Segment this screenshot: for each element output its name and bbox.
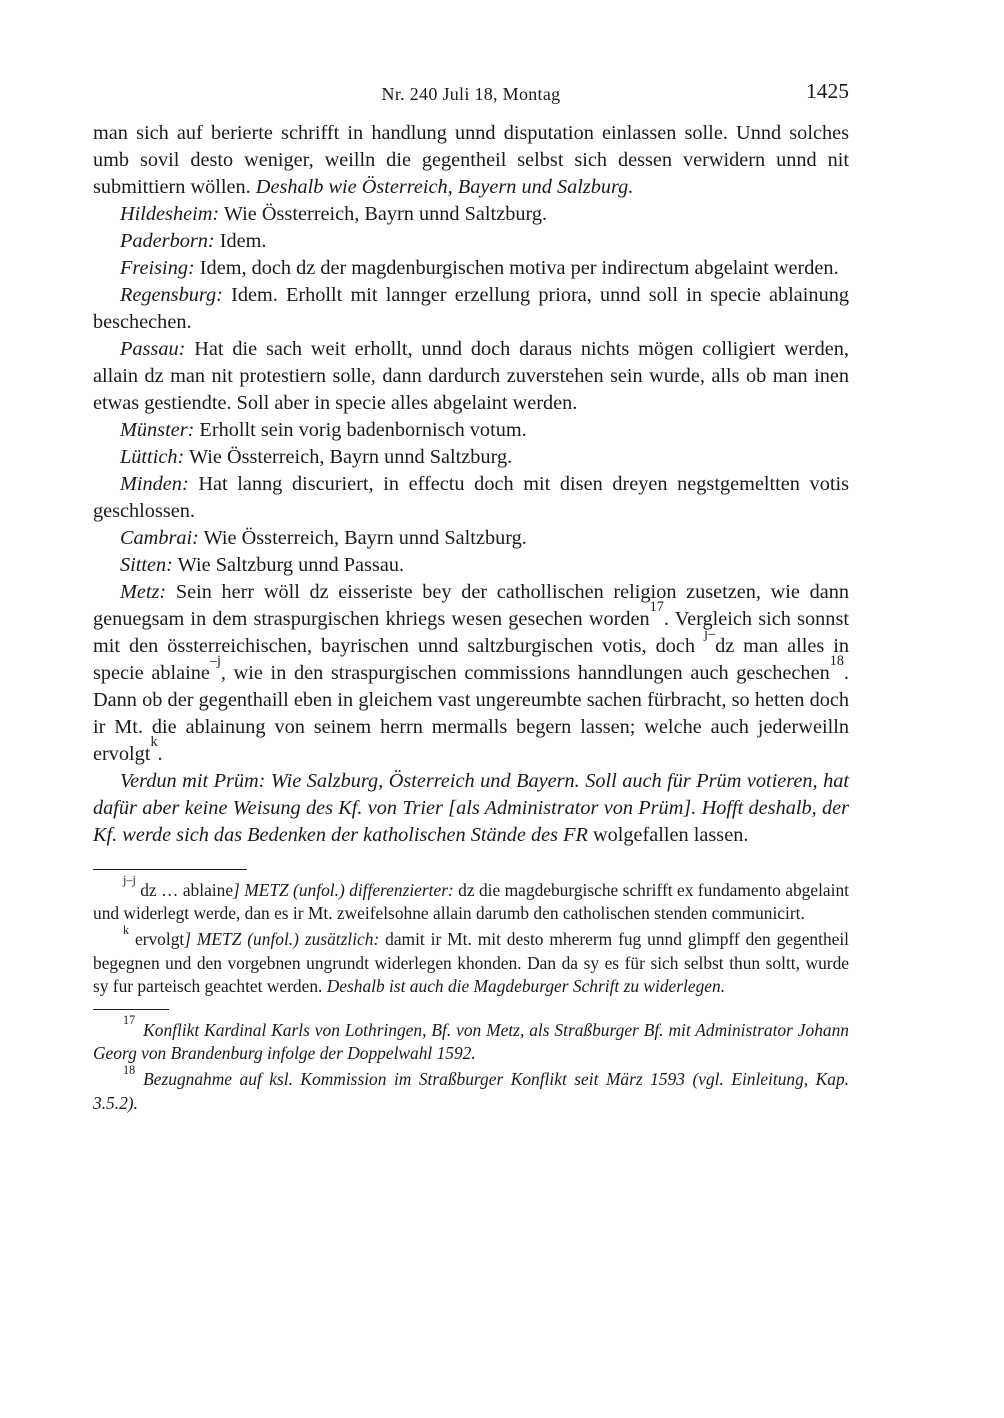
footnote-number: 17: [123, 1013, 136, 1028]
vote-paragraph-passau: [93, 336, 849, 417]
critical-mark: j–j: [123, 873, 136, 888]
footnote-separator-rule: [93, 1009, 169, 1010]
note-italic-tail: Deshalb ist auch die Magdeburger Schrift zu widerlegen.: [326, 975, 726, 996]
vote-text: Hat lanng discuriert, in effectu doch mit disen dreyen negstgemeltten votis geschlossen.: [93, 473, 849, 522]
place-name: Passau:: [120, 338, 186, 360]
place-name: Sitten:: [120, 554, 173, 576]
vote-text: . Vergleich sich sonnst mit den össterreichischen, bayrischen unnd saltzburgischen votis, doch: [93, 608, 849, 657]
editorial-summary-text: Deshalb wie Österreich, Bayern und Salzburg.: [255, 176, 634, 198]
vote-paragraph-metz: [93, 579, 849, 768]
vote-text: Sein herr wöll dz eisseriste bey der cathollischen religion zusetzen, wie dann genuegsam in dem straspurgischen khriegs wesen gesechen worden: [93, 581, 849, 630]
editorial-summary-text: Verdun mit Prüm: Wie Salzburg, Österreich und Bayern. Soll auch für Prüm votieren, hat dafür aber keine Weisung des Kf. von Trier [als Administrator von Prüm]. Hofft deshalb, der Kf. werde sich das Bedenken der katholischen Stände des FR: [93, 770, 849, 846]
place-name: Metz:: [120, 581, 167, 603]
apparatus-note-j: [93, 873, 849, 925]
apparatus-note-k: [93, 922, 850, 998]
vote-text: Wie Össterreich, Bayrn unnd Saltzburg.: [184, 446, 513, 468]
vote-text: Wie Össterreich, Bayrn unnd Saltzburg.: [198, 527, 527, 549]
lemma-text: dz … ablaine: [135, 880, 234, 900]
vote-text: Wie Saltzburg unnd Passau.: [172, 554, 405, 576]
note-text: damit ir Mt. mit desto mhererm fug unnd glimpff den gegentheil begegnen und den vorgebnen ungrundt widerlegen khonden. Dan da sy es für sich selbst thun soltt, wurde sy fur parteisch geachtet werden.: [93, 929, 850, 996]
footnote-text: Konflikt Kardinal Karls von Lothringen, Bf. von Metz, als Straßburger Bf. mit Administrator Johann Georg von Brandenburg infolge der Doppelwahl 1592.: [93, 1020, 849, 1064]
vote-text: Idem, doch dz der magdenburgischen motiva per indirectum abgelaint werden.: [194, 257, 839, 279]
footnote-number: 18: [123, 1062, 136, 1077]
vote-paragraph-freising: [93, 255, 849, 282]
vote-text: Hat die sach weit erhollt, unnd doch daraus nichts mögen colligiert werden, allain dz man nit protestiern solle, dann dardurch zuverstehen sein wurde, alls ob man inen etwas gestiendte. Soll aber in specie alles abgelaint werden.: [93, 338, 849, 414]
page-header: [93, 79, 849, 120]
vote-paragraph-cambrai: [93, 525, 849, 552]
continued-paragraph: [93, 120, 849, 201]
place-name: Hildesheim:: [120, 203, 220, 225]
note-text: dz die magdeburgische schrifft ex fundamento abgelaint und widerlegt werde, dan es ir Mt. zweifelsohne allain darumb den catholischen stenden communicirt.: [93, 880, 849, 924]
source-text: ] METZ (unfol.) zusätzlich:: [184, 929, 380, 950]
vote-text: .: [157, 743, 163, 765]
place-name: Lüttich:: [120, 446, 185, 468]
footnote-ref-17: 17: [649, 599, 664, 616]
page-number: 1425: [806, 79, 849, 103]
place-name: Paderborn:: [120, 230, 215, 252]
place-name: Regensburg:: [120, 284, 223, 306]
vote-text: , wie in den straspurgischen commissions hanndlungen auch geschechen: [220, 662, 830, 684]
text-block: [93, 79, 850, 1115]
critical-mark: k: [123, 922, 130, 937]
place-name: Freising:: [120, 257, 195, 279]
apparatus-separator-rule: [93, 869, 247, 870]
place-name: Minden:: [120, 473, 189, 495]
vote-text: . Dann ob der gegenthaill eben in gleichem vast ungereumbte sachen fürbracht, so hetten doch ir Mt. die ablainung von seinem herrn mermalls begern lassen; welche auch jederweilln ervolgt: [93, 662, 849, 765]
vote-paragraph-verdun: [93, 768, 849, 849]
vote-text: Erhollt sein vorig badenbornisch votum.: [194, 419, 527, 441]
numbered-footnote-17: [93, 1013, 849, 1065]
quoted-text: wolgefallen lassen.: [592, 824, 749, 846]
apparatus-block: [93, 869, 849, 1115]
vote-paragraph-paderborn: [93, 228, 849, 255]
lemma-text: ervolgt: [129, 929, 185, 950]
vote-paragraph-muenster: [93, 417, 849, 444]
source-text: ] METZ (unfol.) differenzierter:: [233, 880, 454, 900]
vote-text: Wie Össterreich, Bayrn unnd Saltzburg.: [219, 203, 548, 225]
footnote-ref-18: 18: [829, 653, 844, 670]
continued-paragraph-text: man sich auf berierte schrifft in handlung unnd disputation einlassen solle. Unnd solches umb sovil desto weniger, weilln die gegentheil selbst sich dessen verwidern unnd nit submittiern wöllen.: [93, 122, 849, 198]
vote-paragraph-hildesheim: [93, 201, 849, 228]
numbered-footnote-18: [93, 1062, 849, 1114]
vote-paragraph-luettich: [93, 444, 849, 471]
apparatus-mark-k: k: [150, 734, 158, 751]
place-name: Münster:: [120, 419, 195, 441]
vote-text: dz man alles in specie ablaine: [93, 635, 849, 684]
vote-text: Idem. Erhollt mit lannger erzellung priora, unnd soll in specie ablainung beschechen.: [93, 284, 849, 333]
vote-text: Idem.: [214, 230, 267, 252]
running-title: Nr. 240 Juli 18, Montag: [381, 84, 561, 104]
apparatus-mark-j-open: j–: [704, 626, 716, 643]
apparatus-mark-j-close: –j: [209, 653, 221, 670]
vote-paragraph-sitten: [93, 552, 849, 579]
vote-paragraph-regensburg: [93, 282, 849, 336]
place-name: Cambrai:: [120, 527, 199, 549]
footnote-text: Bezugnahme auf ksl. Kommission im Straßburger Konflikt seit März 1593 (vgl. Einleitung, Kap. 3.5.2).: [93, 1069, 849, 1113]
vote-paragraph-minden: [93, 471, 849, 525]
